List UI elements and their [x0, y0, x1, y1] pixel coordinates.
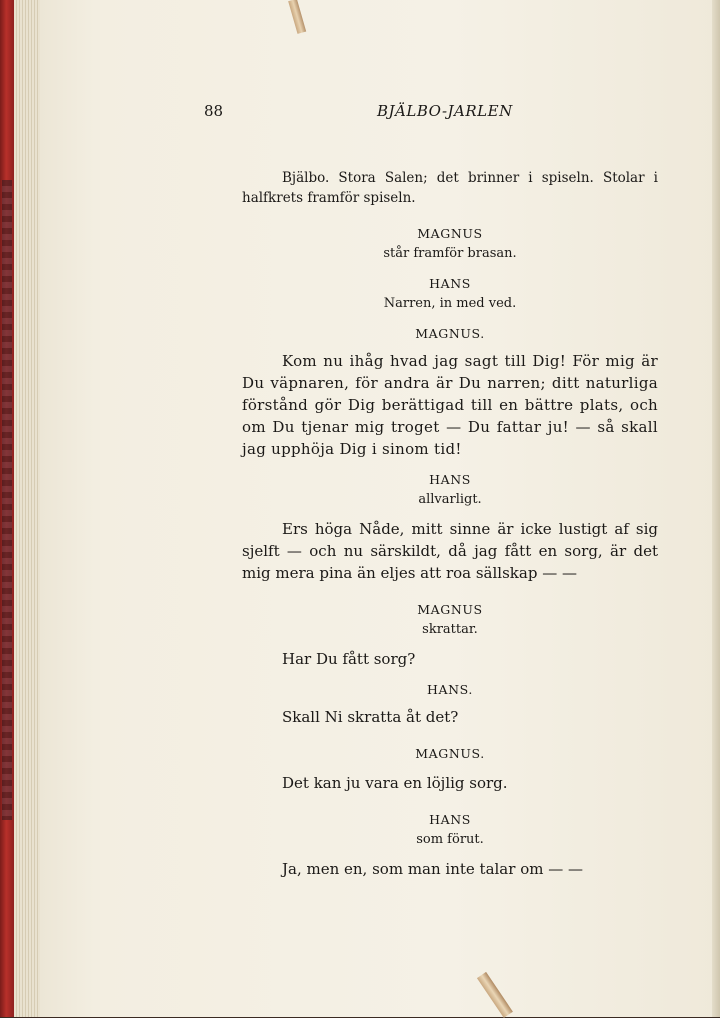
speaker-name: HANS. [427, 682, 473, 697]
speaker-name: MAGNUS. [415, 326, 485, 341]
dialogue-block [242, 224, 658, 264]
speaker-name: MAGNUS [417, 602, 483, 617]
speaker-direction: Narren, in med ved. [383, 296, 517, 311]
speech-text: Ja, men en, som man inte talar om — — [282, 860, 583, 878]
speaker-name: HANS [429, 276, 471, 291]
page-body [242, 168, 658, 886]
speech-text: Kom nu ihåg hvad jag sagt till Dig! För mig är Du väpnaren, för andra är Du narren; ditt naturliga förstånd gör Dig berättigad till en bättre plats, och om Du tjenar mig troget — Du fattar ju! — så skall jag upphöja Dig i sinom tid! [242, 352, 658, 458]
stage-direction: Bjälbo. Stora Salen; det brinner i spiseln. Stolar i halfkrets framför spiseln. [242, 170, 658, 206]
dialogue-block [242, 810, 658, 880]
speech-text: Skall Ni skratta åt det? [282, 708, 459, 726]
dialogue-block [242, 744, 658, 794]
speaker-direction: som förut. [416, 832, 484, 847]
dialogue-block [242, 324, 658, 460]
speaker-direction: skrattar. [422, 622, 478, 637]
dialogue-block [242, 600, 658, 670]
speaker-direction: står framför brasan. [383, 246, 517, 261]
speaker-name: MAGNUS. [415, 746, 485, 761]
speaker-name: HANS [429, 812, 471, 827]
page-right-edge [712, 0, 720, 1017]
speaker-name: MAGNUS [417, 226, 483, 241]
book-cover-edge [0, 0, 14, 1017]
book-page [40, 0, 720, 1017]
running-title: BJÄLBO-JARLEN [377, 102, 513, 120]
page-number: 88 [204, 102, 224, 120]
speaker-name: HANS [429, 472, 471, 487]
speaker-direction: allvarligt. [418, 492, 482, 507]
speech-text: Det kan ju vara en löjlig sorg. [282, 774, 508, 792]
dialogue-block [242, 274, 658, 314]
page-header [40, 102, 720, 126]
speech-text: Ers höga Nåde, mitt sinne är icke lustigt af sig sjelft — och nu särskildt, då jag fått en sorg, är det mig mera pina än eljes att roa sällskap — — [242, 520, 658, 582]
dialogue-block [242, 470, 658, 584]
dialogue-block [242, 680, 658, 728]
speech-text: Har Du fått sorg? [282, 650, 416, 668]
